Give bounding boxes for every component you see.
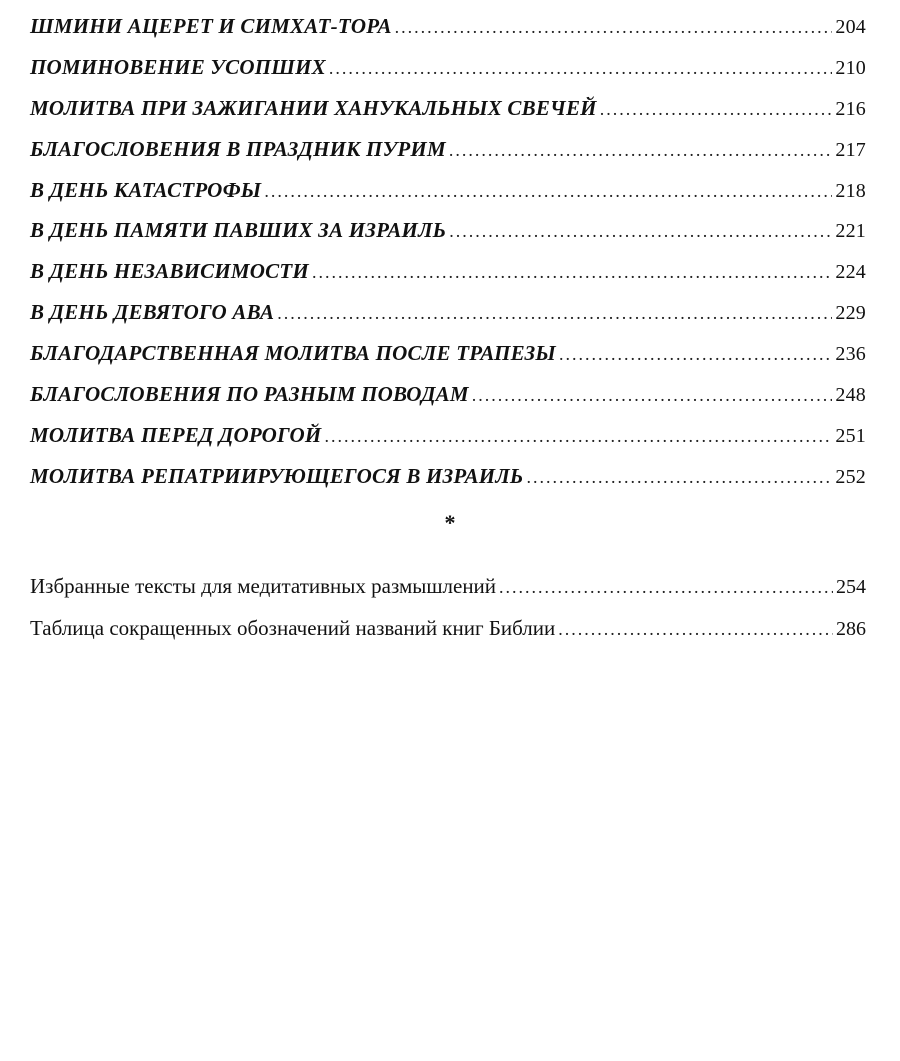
- toc-entry-title: МОЛИТВА ПЕРЕД ДОРОГОЙ: [30, 422, 322, 447]
- toc-entry: [30, 210, 866, 251]
- toc-main-list: [30, 6, 866, 497]
- toc-entry-page: 236: [835, 343, 866, 366]
- dot-leader: [324, 416, 832, 457]
- dot-leader: [600, 89, 833, 130]
- toc-entry-title: БЛАГОДАРСТВЕННАЯ МОЛИТВА ПОСЛЕ ТРАПЕЗЫ: [30, 341, 556, 366]
- toc-entry: [30, 292, 866, 333]
- dot-leader: [449, 211, 832, 252]
- toc-entry-page: 218: [835, 179, 866, 202]
- toc-entry-page: 216: [835, 97, 866, 120]
- toc-entry-title: ПОМИНОВЕНИЕ УСОПШИХ: [30, 54, 326, 79]
- toc-entry: [30, 170, 866, 211]
- toc-entry-page: 254: [836, 576, 866, 598]
- toc-entry-page: 204: [835, 16, 866, 38]
- dot-leader: [472, 375, 833, 416]
- toc-entry-page: 248: [835, 384, 866, 407]
- toc-entry-title: МОЛИТВА РЕПАТРИИРУЮЩЕГОСЯ В ИЗРАИЛЬ: [30, 463, 524, 488]
- dot-leader: [499, 566, 833, 608]
- toc-entry-title: ШМИНИ АЦЕРЕТ И СИМХАТ-ТОРА: [30, 14, 392, 38]
- toc-entry-title: Избранные тексты для медитативных размышлений: [30, 574, 497, 598]
- toc-entry-page: 217: [835, 138, 866, 161]
- dot-leader: [526, 457, 832, 498]
- toc-entry: [30, 88, 866, 129]
- toc-entry: [30, 333, 866, 374]
- toc-entry: [30, 415, 866, 456]
- dot-leader: [558, 608, 833, 650]
- toc-entry: [30, 607, 866, 649]
- toc-entry-title: БЛАГОСЛОВЕНИЯ ПО РАЗНЫМ ПОВОДАМ: [30, 382, 469, 407]
- toc-entry-title: В ДЕНЬ НЕЗАВИСИМОСТИ: [30, 259, 309, 284]
- toc-entry: [30, 129, 866, 170]
- toc-entry: [30, 47, 866, 88]
- toc-entry: [30, 565, 866, 607]
- toc-entry-page: 221: [835, 220, 866, 243]
- dot-leader: [264, 171, 832, 212]
- toc-entry-page: 229: [835, 302, 866, 325]
- toc-entry-title: Таблица сокращенных обозначений названий книг Библии: [30, 616, 556, 640]
- toc-entry: [30, 251, 866, 292]
- toc-entry-page: 252: [835, 465, 866, 488]
- toc-entry-page: 224: [835, 261, 866, 284]
- toc-entry-title: В ДЕНЬ ДЕВЯТОГО АВА: [30, 300, 275, 325]
- toc-entry: [30, 456, 866, 497]
- dot-leader: [395, 7, 833, 48]
- dot-leader: [312, 252, 832, 293]
- toc-entry-title: В ДЕНЬ КАТАСТРОФЫ: [30, 177, 262, 202]
- toc-entry-page: 251: [835, 424, 866, 447]
- toc-entry-page: 210: [835, 56, 866, 79]
- toc-extra-list: [30, 565, 866, 649]
- toc-entry-title: БЛАГОСЛОВЕНИЯ В ПРАЗДНИК ПУРИМ: [30, 136, 446, 161]
- dot-leader: [559, 334, 832, 375]
- toc-entry-title: МОЛИТВА ПРИ ЗАЖИГАНИИ ХАНУКАЛЬНЫХ СВЕЧЕЙ: [30, 95, 597, 120]
- toc-entry: [30, 374, 866, 415]
- section-separator-asterisk: *: [444, 510, 456, 535]
- toc-entry: [30, 6, 866, 47]
- dot-leader: [449, 130, 833, 171]
- dot-leader: [329, 48, 833, 89]
- dot-leader: [277, 293, 832, 334]
- toc-entry-title: В ДЕНЬ ПАМЯТИ ПАВШИХ ЗА ИЗРАИЛЬ: [30, 218, 447, 243]
- toc-entry-page: 286: [836, 618, 866, 640]
